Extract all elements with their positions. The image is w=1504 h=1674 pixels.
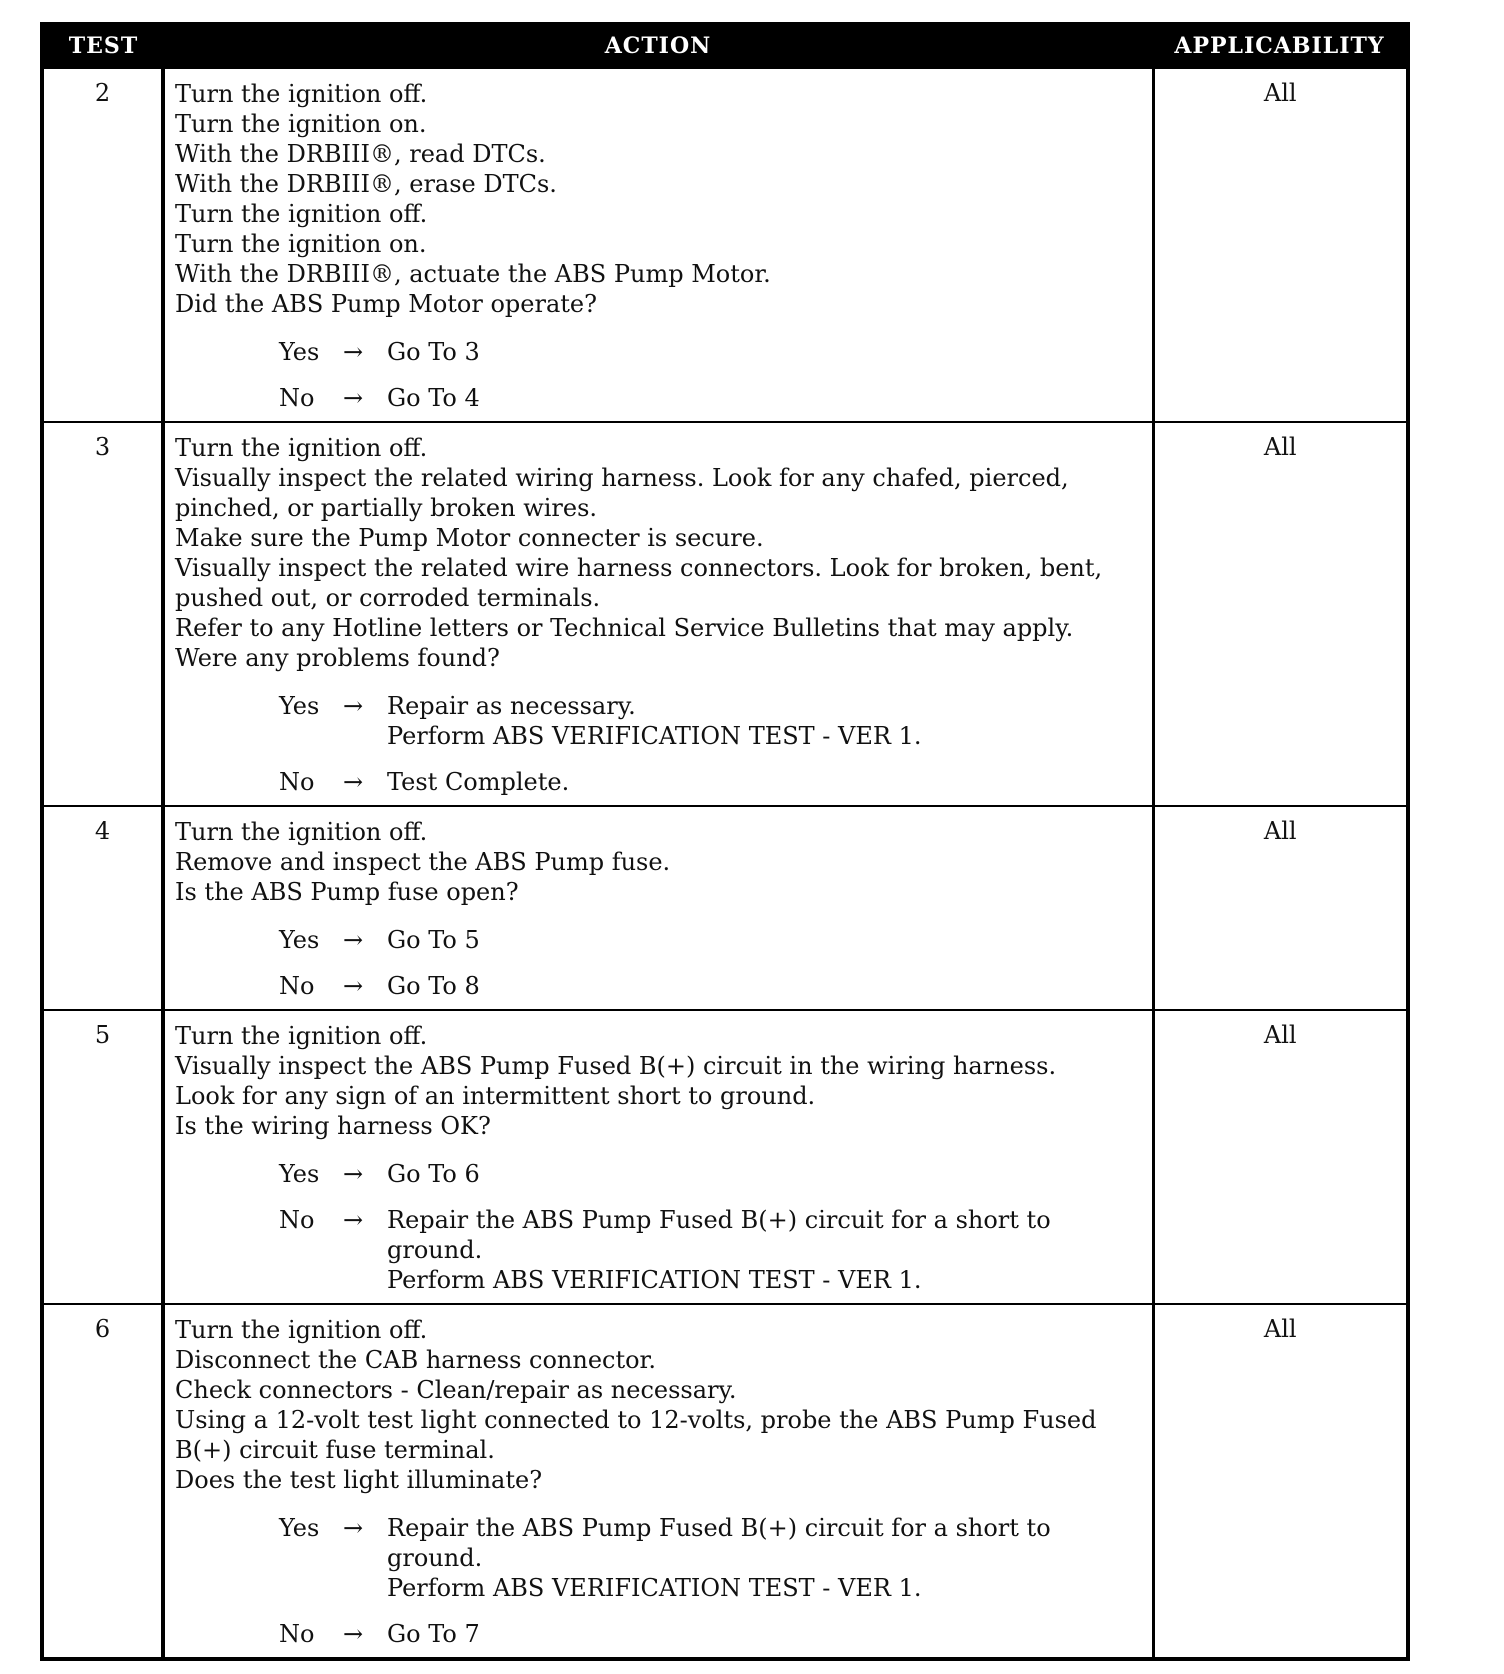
result-text: Test Complete. [387, 768, 570, 796]
step-text: Turn the ignition off. [175, 1316, 428, 1344]
outcome-result [387, 337, 1144, 367]
step-text: Turn the ignition on. [175, 110, 427, 138]
result-text: Go To 6 [387, 1160, 480, 1188]
step-text: Is the wiring harness OK? [175, 1112, 491, 1140]
applicability-value: All [1153, 68, 1408, 423]
step-text: Disconnect the CAB harness connector. [175, 1346, 657, 1374]
arrow-right-icon: → [343, 1514, 364, 1542]
result-text: Go To 7 [387, 1620, 480, 1648]
outcome-result [387, 1205, 1144, 1295]
result-text: Perform ABS VERIFICATION TEST - VER 1. [387, 1574, 922, 1602]
outcome-result [387, 1619, 1144, 1649]
step-text: Does the test light illuminate? [175, 1466, 543, 1494]
answer-label: Yes [279, 1160, 320, 1188]
arrow-right-icon: → [343, 972, 364, 1000]
answer-label: Yes [279, 338, 320, 366]
outcome-result [387, 691, 1144, 751]
test-number: 6 [42, 1304, 163, 1659]
step-text: Remove and inspect the ABS Pump fuse. [175, 848, 671, 876]
header-action: ACTION [163, 24, 1153, 68]
header-test: TEST [42, 24, 163, 68]
test-number: 3 [42, 422, 163, 806]
outcome-no [279, 767, 1144, 797]
table-row [42, 1010, 1408, 1304]
step-text: Turn the ignition off. [175, 1022, 428, 1050]
applicability-value: All [1153, 422, 1408, 806]
result-text: Perform ABS VERIFICATION TEST - VER 1. [387, 1266, 922, 1294]
table-row [42, 422, 1408, 806]
step-text: Turn the ignition off. [175, 434, 428, 462]
arrow-right-icon: → [343, 1206, 364, 1234]
arrow-right-icon: → [343, 338, 364, 366]
answer-label: No [279, 768, 315, 796]
arrow-right-icon: → [343, 768, 364, 796]
step-text: Check connectors - Clean/repair as necessary. [175, 1376, 737, 1404]
header-applicability: APPLICABILITY [1153, 24, 1408, 68]
result-text: Repair the ABS Pump Fused B(+) circuit for a short to ground. [387, 1514, 1051, 1572]
test-number: 5 [42, 1010, 163, 1304]
action-cell [163, 1304, 1153, 1659]
header-row [42, 24, 1408, 68]
answer-label: No [279, 972, 315, 1000]
applicability-value: All [1153, 806, 1408, 1010]
result-text: Repair as necessary. [387, 692, 636, 720]
step-text: Refer to any Hotline letters or Technical Service Bulletins that may apply. [175, 614, 1074, 642]
answer-label: No [279, 384, 315, 412]
action-cell [163, 1010, 1153, 1304]
answer-label: No [279, 1620, 315, 1648]
step-text: Using a 12-volt test light connected to 12-volts, probe the ABS Pump Fused B(+) circuit fuse terminal. [175, 1406, 1097, 1464]
step-text: Is the ABS Pump fuse open? [175, 878, 519, 906]
step-text: Visually inspect the related wire harness connectors. Look for broken, bent, pushed out, or corroded terminals. [175, 554, 1103, 612]
step-text: With the DRBIII®, read DTCs. [175, 140, 546, 168]
step-text: Turn the ignition off. [175, 200, 428, 228]
outcome-no [279, 971, 1144, 1001]
step-text: Were any problems found? [175, 644, 500, 672]
outcome-result [387, 925, 1144, 955]
table-row [42, 68, 1408, 423]
result-text: Go To 5 [387, 926, 480, 954]
applicability-value: All [1153, 1010, 1408, 1304]
step-text: Visually inspect the ABS Pump Fused B(+) circuit in the wiring harness. [175, 1052, 1057, 1080]
answer-label: Yes [279, 692, 320, 720]
test-number: 2 [42, 68, 163, 423]
arrow-right-icon: → [343, 692, 364, 720]
outcome-result [387, 767, 1144, 797]
arrow-right-icon: → [343, 384, 364, 412]
outcome-result [387, 971, 1144, 1001]
step-text: Turn the ignition off. [175, 818, 428, 846]
outcome-result [387, 383, 1144, 413]
step-text: Turn the ignition on. [175, 230, 427, 258]
outcome-no [279, 1205, 1144, 1295]
step-text: With the DRBIII®, erase DTCs. [175, 170, 557, 198]
step-text: Did the ABS Pump Motor operate? [175, 290, 597, 318]
arrow-right-icon: → [343, 1160, 364, 1188]
result-text: Go To 3 [387, 338, 480, 366]
outcome-yes [279, 925, 1144, 955]
outcome-no [279, 383, 1144, 413]
step-text: Look for any sign of an intermittent short to ground. [175, 1082, 816, 1110]
result-text: Go To 8 [387, 972, 480, 1000]
outcome-yes [279, 1513, 1144, 1603]
step-text: Turn the ignition off. [175, 80, 428, 108]
table-row [42, 806, 1408, 1010]
step-text: With the DRBIII®, actuate the ABS Pump Motor. [175, 260, 771, 288]
result-text: Perform ABS VERIFICATION TEST - VER 1. [387, 722, 922, 750]
arrow-right-icon: → [343, 926, 364, 954]
arrow-right-icon: → [343, 1620, 364, 1648]
result-text: Go To 4 [387, 384, 480, 412]
action-cell [163, 806, 1153, 1010]
table-row [42, 1304, 1408, 1659]
applicability-value: All [1153, 1304, 1408, 1659]
result-text: Repair the ABS Pump Fused B(+) circuit for a short to ground. [387, 1206, 1051, 1264]
step-text: Make sure the Pump Motor connecter is secure. [175, 524, 764, 552]
diagnostic-test-table [40, 22, 1410, 1661]
action-cell [163, 68, 1153, 423]
outcome-no [279, 1619, 1144, 1649]
outcome-yes [279, 1159, 1144, 1189]
outcome-result [387, 1513, 1144, 1603]
outcome-result [387, 1159, 1144, 1189]
outcome-yes [279, 337, 1144, 367]
step-text: Visually inspect the related wiring harness. Look for any chafed, pierced, pinched, or partially broken wires. [175, 464, 1069, 522]
action-cell [163, 422, 1153, 806]
outcome-yes [279, 691, 1144, 751]
answer-label: Yes [279, 1514, 320, 1542]
answer-label: Yes [279, 926, 320, 954]
test-number: 4 [42, 806, 163, 1010]
answer-label: No [279, 1206, 315, 1234]
